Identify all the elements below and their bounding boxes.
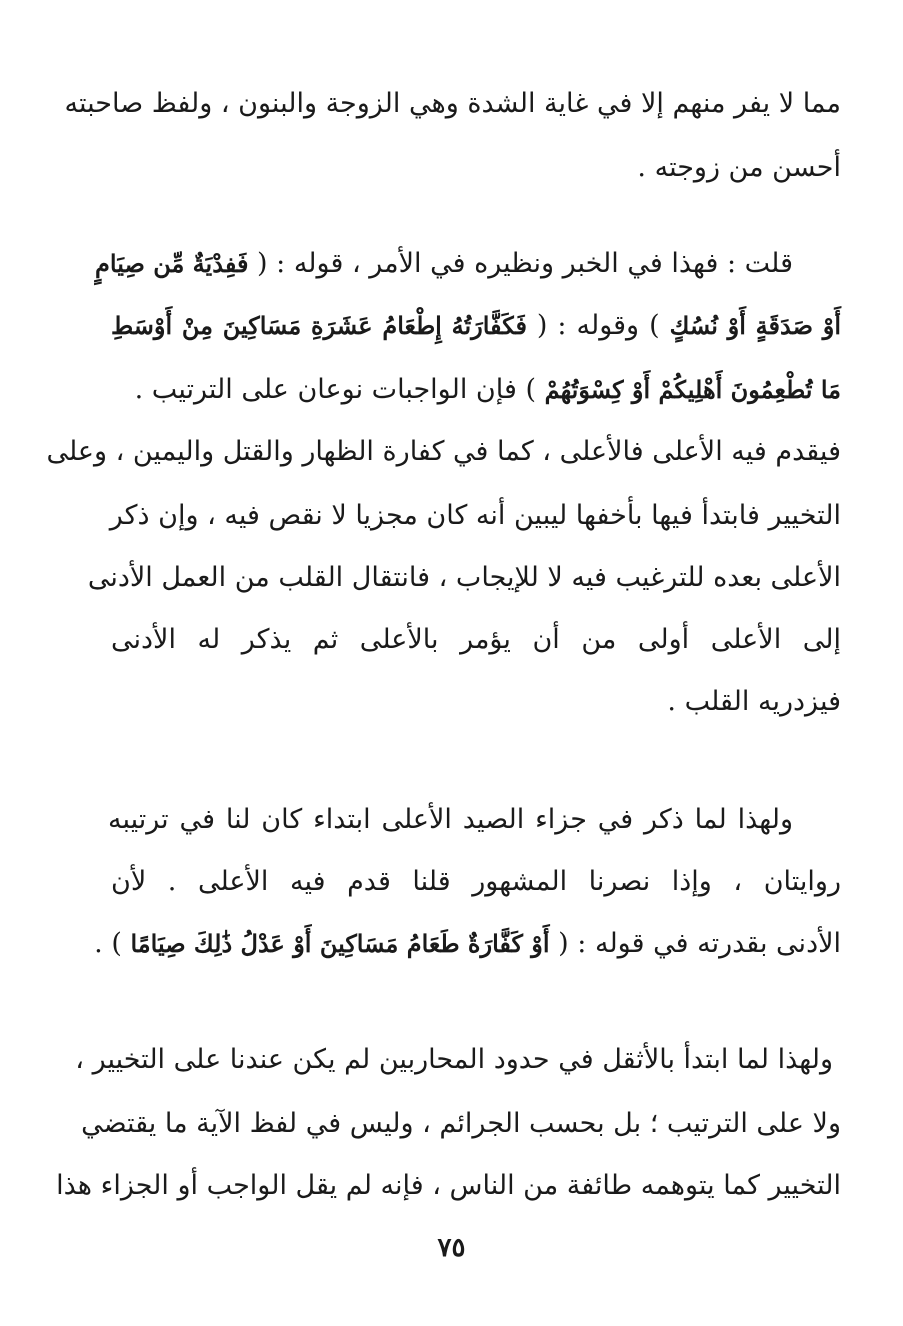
paragraph-2-line-7: إلى الأعلى أولى من أن يؤمر بالأعلى ثم يذكر له الأدنى — [111, 624, 841, 655]
paragraph-2-line-3-text: ) فإن الواجبات نوعان على الترتيب . — [134, 374, 537, 405]
paragraph-2-line-5: التخيير فابتدأ فيها بأخفها ليبين أنه كان مجزيا لا نقص فيه ، وإن ذكر — [109, 500, 841, 531]
quran-verse-kaffara: فَكَفَّارَتُهُ إِطْعَامُ عَشَرَةِ مَسَاكِينَ مِنْ أَوْسَطِ — [111, 311, 527, 340]
paragraph-2-line-8: فيزدريه القلب . — [667, 686, 841, 717]
paragraph-4-line-1: ولهذا لما ابتدأ بالأثقل في حدود المحاربين لم يكن عندنا على التخيير ، — [75, 1044, 833, 1075]
paragraph-3-line-1: ولهذا لما ذكر في جزاء الصيد الأعلى ابتداء كان لنا في ترتيبه — [108, 804, 793, 835]
quran-verse-kiswa: مَا تُطْعِمُونَ أَهْلِيكُمْ أَوْ كِسْوَتُهُمْ — [544, 375, 841, 404]
paragraph-2-line-1-text: قلت : فهذا في الخبر ونظيره في الأمر ، قوله : ( — [257, 248, 793, 279]
paragraph-4-line-3: التخيير كما يتوهمه طائفة من الناس ، فإنه لم يقل الواجب أو الجزاء هذا — [56, 1170, 841, 1201]
page-number: ٧٥ — [437, 1233, 466, 1263]
paragraph-2-line-6: الأعلى بعده للترغيب فيه لا للإيجاب ، فانتقال القلب من العمل الأدنى — [87, 562, 841, 593]
paragraph-4-line-2: ولا على الترتيب ؛ بل بحسب الجرائم ، وليس في لفظ الآية ما يقتضي — [81, 1108, 841, 1139]
quran-verse-fidya: فَفِدْيَةٌ مِّن صِيَامٍ — [95, 249, 249, 278]
paragraph-1-line-2: أحسن من زوجته . — [637, 152, 841, 183]
paragraph-2-line-1 — [95, 244, 793, 284]
quran-verse-sadaqa: أَوْ صَدَقَةٍ أَوْ نُسُكٍ — [669, 311, 841, 340]
paragraph-2-line-2 — [111, 306, 841, 346]
paragraph-3-line-3-end: ) . — [94, 928, 122, 959]
quran-verse-jaza-sayd: أَوْ كَفَّارَةٌ طَعَامُ مَسَاكِينَ أَوْ عَدْلُ ذَٰلِكَ صِيَامًا — [130, 929, 550, 958]
paragraph-3-line-2: روايتان ، وإذا نصرنا المشهور قلنا قدم فيه الأعلى . لأن — [111, 866, 841, 897]
paragraph-3-line-3 — [94, 924, 841, 964]
paragraph-1-line-1: مما لا يفر منهم إلا في غاية الشدة وهي الزوجة والبنون ، ولفظ صاحبته — [64, 88, 841, 119]
paragraph-2-line-2-text: ) وقوله : ( — [536, 310, 660, 341]
paragraph-2-line-4: فيقدم فيه الأعلى فالأعلى ، كما في كفارة الظهار والقتل واليمين ، وعلى — [46, 436, 841, 467]
paragraph-3-line-3-text: الأدنى بقدرته في قوله : ( — [558, 928, 841, 959]
paragraph-2-line-3 — [111, 370, 841, 410]
